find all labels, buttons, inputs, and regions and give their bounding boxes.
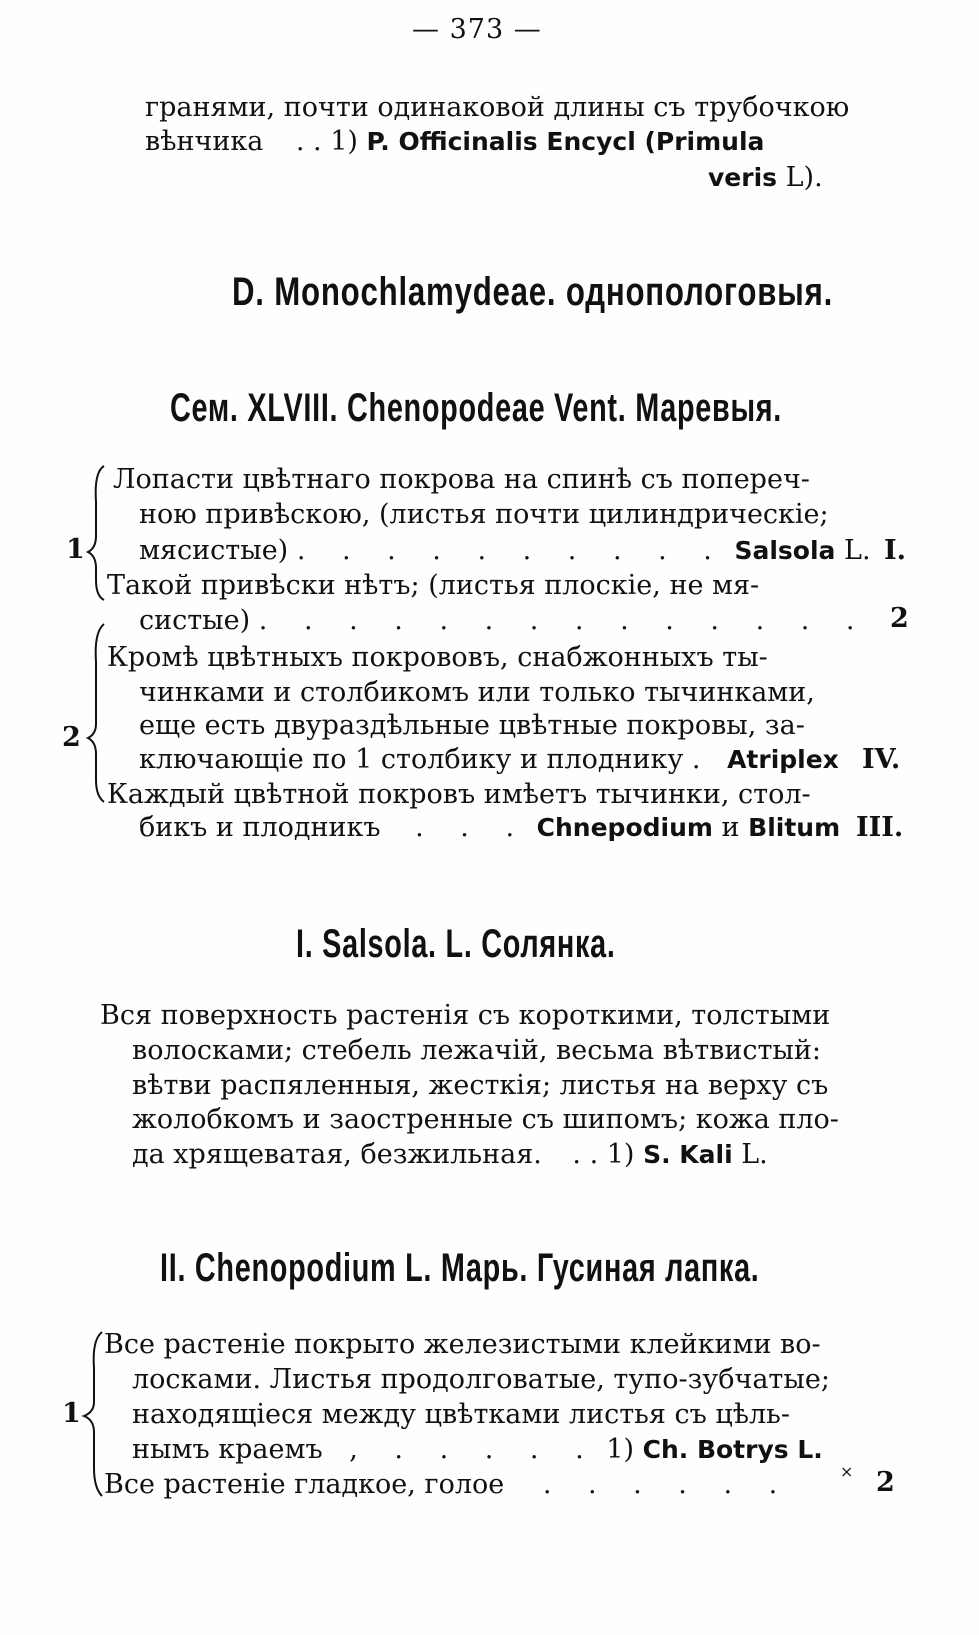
key2-a3: находящіеся между цвѣтками листья съ цѣль-	[132, 1399, 790, 1430]
key1-b2-dots: . . . . . . . . . . . . . .	[258, 605, 869, 636]
genus-blitum: Blitum	[748, 813, 841, 842]
section-d-heading: D. Monochlamydeae. однопологовыя.	[232, 270, 834, 314]
key1-c4-text: ключающіе по 1 столбику и плоднику .	[139, 744, 701, 775]
intro-line-2-num: 1)	[330, 126, 358, 157]
key2-b1-ref: 2	[876, 1467, 895, 1498]
key1-d2-dots: . . .	[415, 812, 529, 843]
key2-b1	[104, 1467, 791, 1502]
key2-b1-mark: ×	[840, 1462, 854, 1481]
key1-a3	[139, 533, 871, 568]
species-ch-botrys: Ch. Botrys L.	[642, 1435, 823, 1464]
key1-d2-text: бикъ и плодникъ	[139, 812, 381, 843]
key2-b1-text: Все растеніе гладкое, голое	[104, 1469, 505, 1500]
genus1-line-4: жолобкомъ и заостренные съ шипомъ; кожа пло-	[132, 1104, 839, 1135]
genus2-heading: II. Chenopodium L. Марь. Гусиная лапка.	[160, 1246, 760, 1290]
key1-b2-text: систые)	[139, 605, 251, 636]
key1-d1: Каждый цвѣтной покровъ имѣетъ тычинки, стол-	[107, 779, 811, 810]
family-heading: Сем. XLVIII. Chenopodeae Vent. Маревыя.	[170, 386, 783, 430]
intro-line-3-rest: L).	[785, 162, 823, 193]
genus1-line-5-dots: . .	[572, 1139, 599, 1170]
intro-line-1: гранями, почти одинаковой длины съ трубочкою	[145, 92, 850, 123]
genus-atriplex: Atriplex	[727, 745, 839, 774]
key2-a4-dots: , . . . . .	[349, 1434, 598, 1465]
genus1-line-2: волосками; стебель лежачій, весьма вѣтвистый:	[132, 1035, 821, 1066]
key2-a4	[132, 1432, 823, 1467]
genus1-line-5-num: 1)	[606, 1139, 635, 1170]
genus1-line-5-text: да хрящеватая, безжильная.	[132, 1139, 542, 1170]
key1-a3-ref: I.	[884, 535, 907, 566]
key2-num-1: 1	[62, 1398, 81, 1429]
intro-line-3-bold: veris	[708, 163, 778, 192]
key1-a2: ною привѣскою, (листья почти цилиндрическіе;	[139, 499, 829, 530]
key1-a3-text: мясистые)	[139, 535, 289, 566]
key1-c4	[139, 742, 839, 777]
key1-num-1: 1	[66, 534, 85, 565]
key2-a4-text: нымъ краемъ	[132, 1434, 323, 1465]
genus1-line-5-rest: L.	[741, 1139, 768, 1170]
species-p-officinalis: P. Officinalis Encycl (Primula	[366, 127, 765, 156]
key1-c3: еще есть двураздѣльные цвѣтные покровы, за-	[139, 710, 805, 741]
genus-chnepodium: Chnepodium	[536, 813, 713, 842]
key1-a1: Лопасти цвѣтнаго покрова на спинѣ съ попереч-	[113, 464, 810, 495]
genus1-heading: I. Salsola. L. Солянка.	[296, 922, 616, 966]
key2-a4-num: 1)	[606, 1434, 634, 1465]
genus1-line-5	[132, 1137, 768, 1172]
key1-d2-and: и	[721, 812, 740, 843]
page-number: — 373 —	[412, 14, 542, 45]
key1-b2	[139, 603, 869, 638]
key1-a3-dots: . . . . . . . . . .	[296, 535, 726, 566]
key1-c2: чинками и столбикомъ или только тычинками,	[139, 677, 815, 708]
intro-line-2	[145, 124, 764, 159]
key2-b1-dots: . . . . . .	[542, 1469, 792, 1500]
key1-num-2: 2	[62, 722, 81, 753]
key1-d2	[139, 810, 840, 845]
key1-d2-ref: III.	[856, 812, 904, 843]
intro-line-2-text: вѣнчика	[145, 126, 264, 157]
intro-line-3	[708, 160, 823, 195]
genus1-line-1: Вся поверхность растенія съ короткими, толстыми	[100, 1000, 831, 1031]
key1-b1: Такой привѣски нѣтъ; (листья плоскіе, не мя-	[107, 570, 760, 601]
key2-a2: лосками. Листья продолговатые, тупо-зубчатые;	[132, 1364, 830, 1395]
species-s-kali: S. Kali	[643, 1140, 733, 1169]
genus1-line-3: вѣтви распяленныя, жесткія; листья на верху съ	[132, 1070, 829, 1101]
key1-a3-rest: L.	[844, 535, 871, 566]
key2-a1: Все растеніе покрыто железистыми клейкими во-	[104, 1329, 821, 1360]
key1-c1: Кромѣ цвѣтныхъ покрововъ, снабжонныхъ ты-	[107, 642, 768, 673]
key1-c4-ref: IV.	[862, 744, 901, 775]
key1-braces	[84, 462, 114, 808]
genus-salsola: Salsola	[734, 536, 836, 565]
key1-b2-ref: 2	[890, 603, 909, 634]
intro-line-2-dots: . .	[295, 126, 322, 157]
